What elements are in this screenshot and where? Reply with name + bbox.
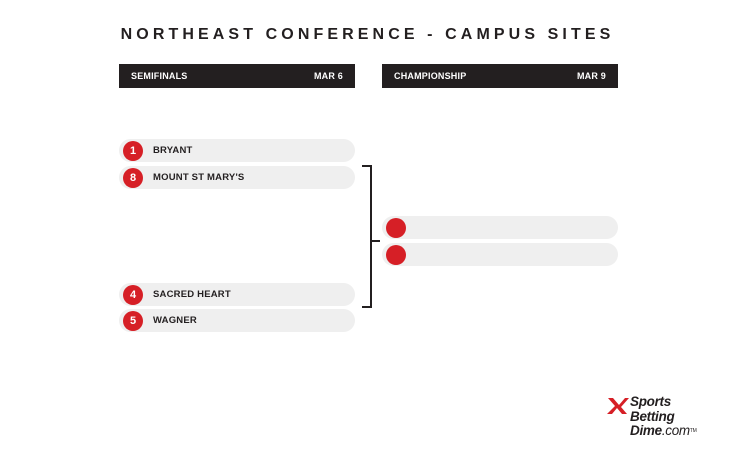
logo-line-3: Dime [630,423,662,438]
seed-badge: 1 [123,141,143,161]
bracket-slot[interactable] [382,216,618,239]
bracket-slot[interactable] [119,139,355,162]
team-name: MOUNT ST MARY'S [153,172,245,183]
seed-badge: 4 [123,285,143,305]
bracket-slot[interactable] [119,309,355,332]
seed-badge [386,218,406,238]
round-label: CHAMPIONSHIP [394,71,467,81]
round-header-semifinals [119,64,355,88]
bracket-slot[interactable] [119,166,355,189]
bracket-connector-out [372,240,380,242]
logo-trademark: TM [689,428,697,434]
page-title: NORTHEAST CONFERENCE - CAMPUS SITES [120,26,615,43]
logo-mark-icon [606,396,630,416]
bracket-connector-bottom [362,306,372,308]
team-name: SACRED HEART [153,289,231,300]
sportsbettingdime-logo[interactable] [606,394,718,440]
team-name: WAGNER [153,315,197,326]
bracket-connector-vertical [370,165,372,308]
seed-badge [386,245,406,265]
team-name: BRYANT [153,145,193,156]
logo-suffix: .com [661,423,690,438]
bracket-slot[interactable] [382,243,618,266]
seed-badge: 8 [123,168,143,188]
round-date: MAR 9 [576,71,606,81]
round-date: MAR 6 [313,71,343,81]
round-label: SEMIFINALS [131,71,188,81]
seed-badge: 5 [123,311,143,331]
bracket-slot[interactable] [119,283,355,306]
round-header-championship [382,64,618,88]
logo-line-2: Betting [630,408,675,424]
logo-line-1: Sports [630,394,671,409]
logo-text [630,395,697,439]
